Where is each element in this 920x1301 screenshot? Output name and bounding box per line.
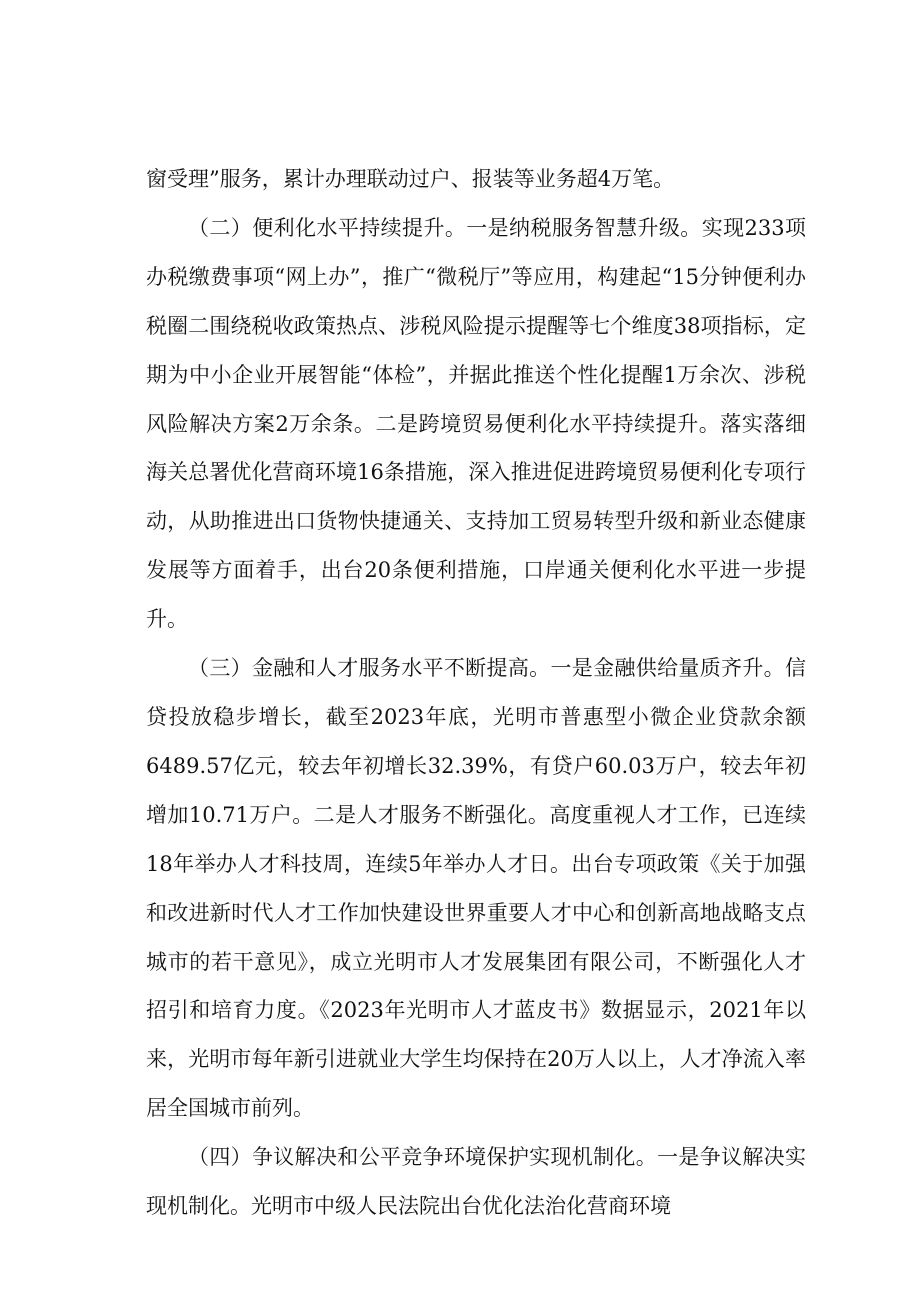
body-text: [146, 155, 806, 1231]
paragraph-section-2: （二）便利化水平持续提升。一是纳税服务智慧升级。实现233项办税缴费事项“网上办”，推广“微税厅”等应用，构建起“15分钟便利办税圈二围绕税收政策热点、涉税风险提示提醒等七个维度38项指标，定期为中小企业开展智能“体检”，并据此推送个性化提醒1万余次、涉税风险解决方案2万余条。二是跨境贸易便利化水平持续提升。落实落细海关总署优化营商环境16条措施，深入推进促进跨境贸易便利化专项行动，从助推进出口货物快捷通关、支持加工贸易转型升级和新业态健康发展等方面着手，出台20条便利措施，口岸通关便利化水平进一步提升。: [146, 215, 806, 632]
paragraph-continuation: 窗受理”服务，累计办理联动过户、报装等业务超4万笔。: [146, 167, 675, 191]
paragraph-section-4: （四）争议解决和公平竞争环境保护实现机制化。一是争议解决实现机制化。光明市中级人民法院出台优化法治化营商环境: [146, 1145, 806, 1219]
paragraph-section-3: （三）金融和人才服务水平不断提高。一是金融供给量质齐升。信贷投放稳步增长，截至2023年底，光明市普惠型小微企业贷款余额6489.57亿元，较去年初增长32.39%，有贷户60.03万户，较去年初增加10.71万户。二是人才服务不断强化。高度重视人才工作，已连续18年举办人才科技周，连续5年举办人才日。出台专项政策《关于加强和改进新时代人才工作加快建设世界重要人才中心和创新高地战略支点城市的若干意见》，成立光明市人才发展集团有限公司，不断强化人才招引和培育力度。《2023年光明市人才蓝皮书》数据显示，2021年以来，光明市每年新引进就业大学生均保持在20万人以上，人才净流入率居全国城市前列。: [146, 656, 806, 1121]
